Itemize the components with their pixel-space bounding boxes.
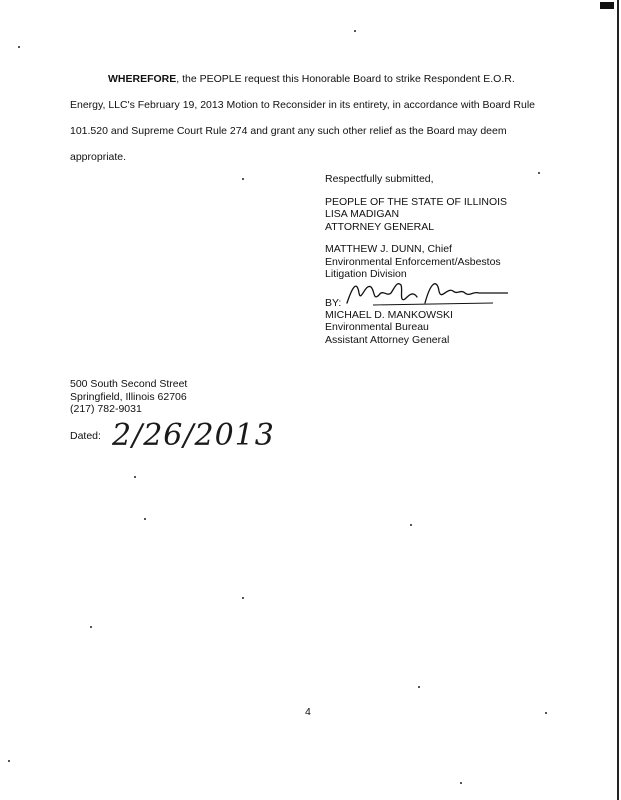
chief-name: MATTHEW J. DUNN, Chief [325,243,452,255]
dated-row [70,418,275,456]
signature-row [325,283,585,309]
scan-speck [242,597,244,599]
scan-speck [144,518,146,520]
address-phone: (217) 782-9031 [70,403,142,415]
scan-speck [538,172,540,174]
signer-title: Assistant Attorney General [325,333,450,346]
page-number: 4 [305,706,311,718]
scan-edge-right [617,0,619,800]
signer-name: MICHAEL D. MANKOWSKI [325,308,453,321]
signer-bureau: Environmental Bureau [325,321,429,333]
wherefore-paragraph [70,66,550,170]
scan-speck [410,524,412,526]
attorney-title: ATTORNEY GENERAL [325,220,435,233]
scan-edge-left [0,0,2,800]
attorney-name: LISA MADIGAN [325,208,400,220]
address-street: 500 South Second Street [70,378,188,390]
scan-speck [8,760,10,762]
dated-value-handwritten: 2/26/2013 [112,418,275,453]
scan-speck [460,782,462,784]
address-city: Springfield, Illinois 62706 [70,390,187,403]
dated-label: Dated: [70,430,101,442]
division-line-2: Litigation Division [325,268,407,280]
scan-speck [18,46,20,48]
scan-speck [418,686,420,688]
division-line-1: Environmental Enforcement/Asbestos [325,255,501,268]
wherefore-lead: WHEREFORE [108,73,177,85]
scan-speck [354,30,356,32]
scan-speck [90,626,92,628]
scan-speck [134,476,136,478]
by-label: BY: [325,296,342,309]
handwritten-signature [343,277,508,311]
scan-speck [545,712,547,714]
party-name: PEOPLE OF THE STATE OF ILLINOIS [325,195,508,208]
scan-corner-mark [600,2,614,9]
wherefore-text: , the PEOPLE request this Honorable Board to strike Respondent E.O.R. Energy, LLC's February 19, 2013 Motion to Reconsider in its entirety, in accordance with Board Rule 101.520 and Supreme Court Rule 274 and grant any such other relief as the Board may deem appropriate. [70,73,536,163]
signature-block [325,173,585,346]
scan-speck [242,178,244,180]
address-block [70,378,187,416]
closing-text: Respectfully submitted, [325,173,434,185]
